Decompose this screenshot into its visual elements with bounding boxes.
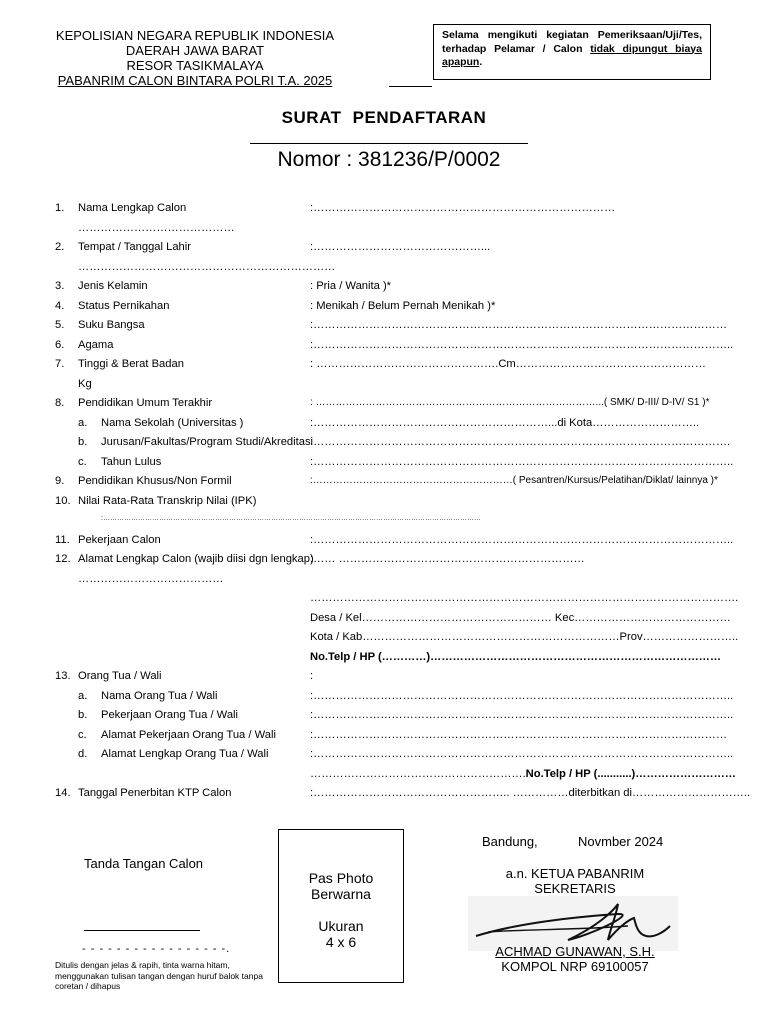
- field-number: 8.: [55, 397, 65, 409]
- field-value[interactable]: : …………………………………………………………………………...( SMK/ D-III/ D-IV/ S1 )*: [310, 397, 710, 408]
- sub-label: Nama Sekolah (Universitas ): [101, 417, 244, 429]
- field-value[interactable]: : ………………………………………….Cm……………………………………………: [310, 358, 706, 370]
- photo-label-2: Berwarna: [311, 886, 371, 902]
- field-label: Nilai Rata-Rata Transkrip Nilai (IPK): [78, 495, 257, 507]
- field-number: 13.: [55, 670, 71, 682]
- field-label: Tempat / Tanggal Lahir: [78, 241, 191, 253]
- field-value[interactable]: :………………………………………...: [310, 241, 491, 253]
- sub-letter: a.: [78, 417, 88, 429]
- field-value[interactable]: :…………………………………………………………………………………………………..: [310, 339, 734, 351]
- title-rule: [250, 143, 528, 144]
- sub-label: Tahun Lulus: [101, 456, 162, 468]
- address-village[interactable]: Desa / Kel…………………………………………… Kec……………………………………: [310, 612, 731, 624]
- field-label: Suku Bangsa: [78, 319, 145, 331]
- field-number: 3.: [55, 280, 65, 292]
- field-label: Jenis Kelamin: [78, 280, 148, 292]
- sub-label: Pekerjaan Orang Tua / Wali: [101, 709, 239, 721]
- field-label: Agama: [78, 339, 114, 351]
- field-number: 12.: [55, 553, 71, 565]
- institution-line-1: KEPOLISIAN NEGARA REPUBLIK INDONESIA: [55, 28, 335, 43]
- parent-address-line-2: [310, 767, 736, 781]
- field-continuation: Kg: [78, 378, 92, 390]
- field-number: 2.: [55, 241, 65, 253]
- field-value: :: [310, 670, 314, 682]
- institution-line-4: PABANRIM CALON BINTARA POLRI T.A. 2025: [57, 73, 333, 88]
- sub-label: Jurusan/Fakultas/Program Studi/Akreditasi: [101, 436, 314, 448]
- sub-label: Nama Orang Tua / Wali: [101, 690, 218, 702]
- field-number: 14.: [55, 787, 71, 799]
- notice-text-1: Selama mengikuti kegiatan Pemeriksaan/Uji/Tes, terhadap Pelamar / Calon: [442, 29, 702, 55]
- sub-value[interactable]: :…………………………………………………………………………………………………: [310, 729, 728, 741]
- header-divider: [389, 86, 432, 87]
- sub-letter: c.: [78, 456, 87, 468]
- sub-value[interactable]: :…………………………………………………………………………………………………..: [310, 456, 734, 468]
- sub-value[interactable]: :…………………………………………………………………………………………………..: [310, 690, 734, 702]
- photo-label-3: Ukuran: [318, 918, 364, 934]
- photo-placeholder: [278, 829, 404, 983]
- field-value[interactable]: :………………………………………………………………………: [310, 202, 616, 214]
- field-value[interactable]: :…………………………………………….. ……………diterbitkan di…………………………..: [310, 787, 751, 799]
- field-number: 7.: [55, 358, 65, 370]
- field-number: 5.: [55, 319, 65, 331]
- sub-letter: b.: [78, 709, 88, 721]
- sub-letter: b.: [78, 436, 88, 448]
- applicant-signature-line[interactable]: [84, 930, 200, 931]
- field-label: Pekerjaan Calon: [78, 534, 161, 546]
- field-value[interactable]: :…… …………………………………………………………: [310, 553, 585, 565]
- sub-value[interactable]: :…………………………………………………………………………………………………..: [310, 709, 734, 721]
- document-title: SURAT PENDAFTARAN: [281, 108, 487, 127]
- field-number: 4.: [55, 300, 65, 312]
- field-continuation[interactable]: …………………………………: [78, 573, 224, 585]
- photo-label-4: 4 x 6: [325, 934, 357, 950]
- field-number: 11.: [55, 534, 70, 546]
- field-label: Nama Lengkap Calon: [78, 202, 187, 214]
- signatory-role-2: SEKRETARIS: [534, 881, 616, 896]
- address-city[interactable]: Kota / Kab……………………………………………………………Prov……………………..: [310, 631, 739, 643]
- signatory-name: ACHMAD GUNAWAN, S.H.: [495, 944, 655, 959]
- sub-letter: a.: [78, 690, 88, 702]
- applicant-name-line[interactable]: - - - - - - - - - - - - - - - - -.: [82, 943, 231, 955]
- field-continuation[interactable]: ……………………………………: [78, 222, 235, 234]
- applicant-signature-label: Tanda Tangan Calon: [84, 856, 204, 871]
- photo-label-1: Pas Photo: [308, 870, 374, 886]
- field-label: Pendidikan Khusus/Non Formil: [78, 475, 232, 487]
- field-number: 10.: [55, 495, 71, 507]
- signing-date: Novmber 2024: [578, 834, 664, 849]
- address-line-2[interactable]: …………………………………………………………………………………………………….: [310, 592, 739, 604]
- field-value[interactable]: :……………………………………………………( Pesantren/Kursus/Pelatihan/Diklat/ lainnya )*: [310, 475, 718, 486]
- parent-phone[interactable]: No.Telp / HP (...........)………………………: [525, 768, 736, 780]
- field-label: Status Pernikahan: [78, 300, 170, 312]
- field-value[interactable]: : Pria / Wanita )*: [310, 280, 392, 292]
- notice-box: [433, 24, 711, 80]
- parent-address-dots[interactable]: ………………………………………………….: [310, 768, 526, 780]
- letterhead: [40, 28, 350, 88]
- field-number: 1.: [55, 202, 65, 214]
- institution-line-3: RESOR TASIKMALAYA: [126, 58, 264, 73]
- field-continuation[interactable]: ……………………………………………………………: [78, 261, 336, 273]
- notice-text-2: tidak dipungut biaya apapun: [442, 42, 702, 68]
- field-label: Tinggi & Berat Badan: [78, 358, 184, 370]
- sub-label: Alamat Pekerjaan Orang Tua / Wali: [101, 729, 276, 741]
- field-label: Tanggal Penerbitan KTP Calon: [78, 787, 232, 799]
- sub-label: Alamat Lengkap Orang Tua / Wali: [101, 748, 269, 760]
- field-value[interactable]: :…………………………………………………………………………………………………..: [310, 534, 734, 546]
- signatory-rank: KOMPOL NRP 69100057: [501, 959, 649, 974]
- sub-value[interactable]: :………………………………………………………………………………………………….: [310, 436, 731, 448]
- sub-value[interactable]: :…………………………………………………………………………………………………..: [310, 748, 734, 760]
- sub-letter: d.: [78, 748, 88, 760]
- signatory-role-1: a.n. KETUA PABANRIM: [505, 866, 645, 881]
- sub-letter: c.: [78, 729, 87, 741]
- field-label: Orang Tua / Wali: [78, 670, 162, 682]
- field-value[interactable]: : Menikah / Belum Pernah Menikah )*: [310, 300, 496, 312]
- field-value[interactable]: :…………………………………………………………………………………………………: [310, 319, 728, 331]
- field-label: Alamat Lengkap Calon (wajib diisi dgn lengkap): [78, 553, 314, 565]
- sub-value[interactable]: :………………………………………………………...di Kota………………………..: [310, 417, 700, 429]
- field-value[interactable]: :………………………………………………………………………………………………………………………………………………: [101, 515, 481, 522]
- field-number: 9.: [55, 475, 65, 487]
- document-number: Nomor : 381236/P/0002: [277, 148, 501, 171]
- notice-text-3: .: [479, 56, 483, 68]
- field-label: Pendidikan Umum Terakhir: [78, 397, 213, 409]
- signing-place: Bandung,: [482, 834, 538, 849]
- instructions-footnote: Ditulis dengan jelas & rapih, tinta warna hitam, menggunakan tulisan tangan dengan huruf balok tanpa coretan / dihapus: [55, 960, 263, 991]
- address-phone[interactable]: No.Telp / HP (…………)……………………………………………………………………: [310, 651, 722, 663]
- field-number: 6.: [55, 339, 65, 351]
- handwritten-signature: [468, 896, 678, 951]
- institution-line-2: DAERAH JAWA BARAT: [125, 43, 265, 58]
